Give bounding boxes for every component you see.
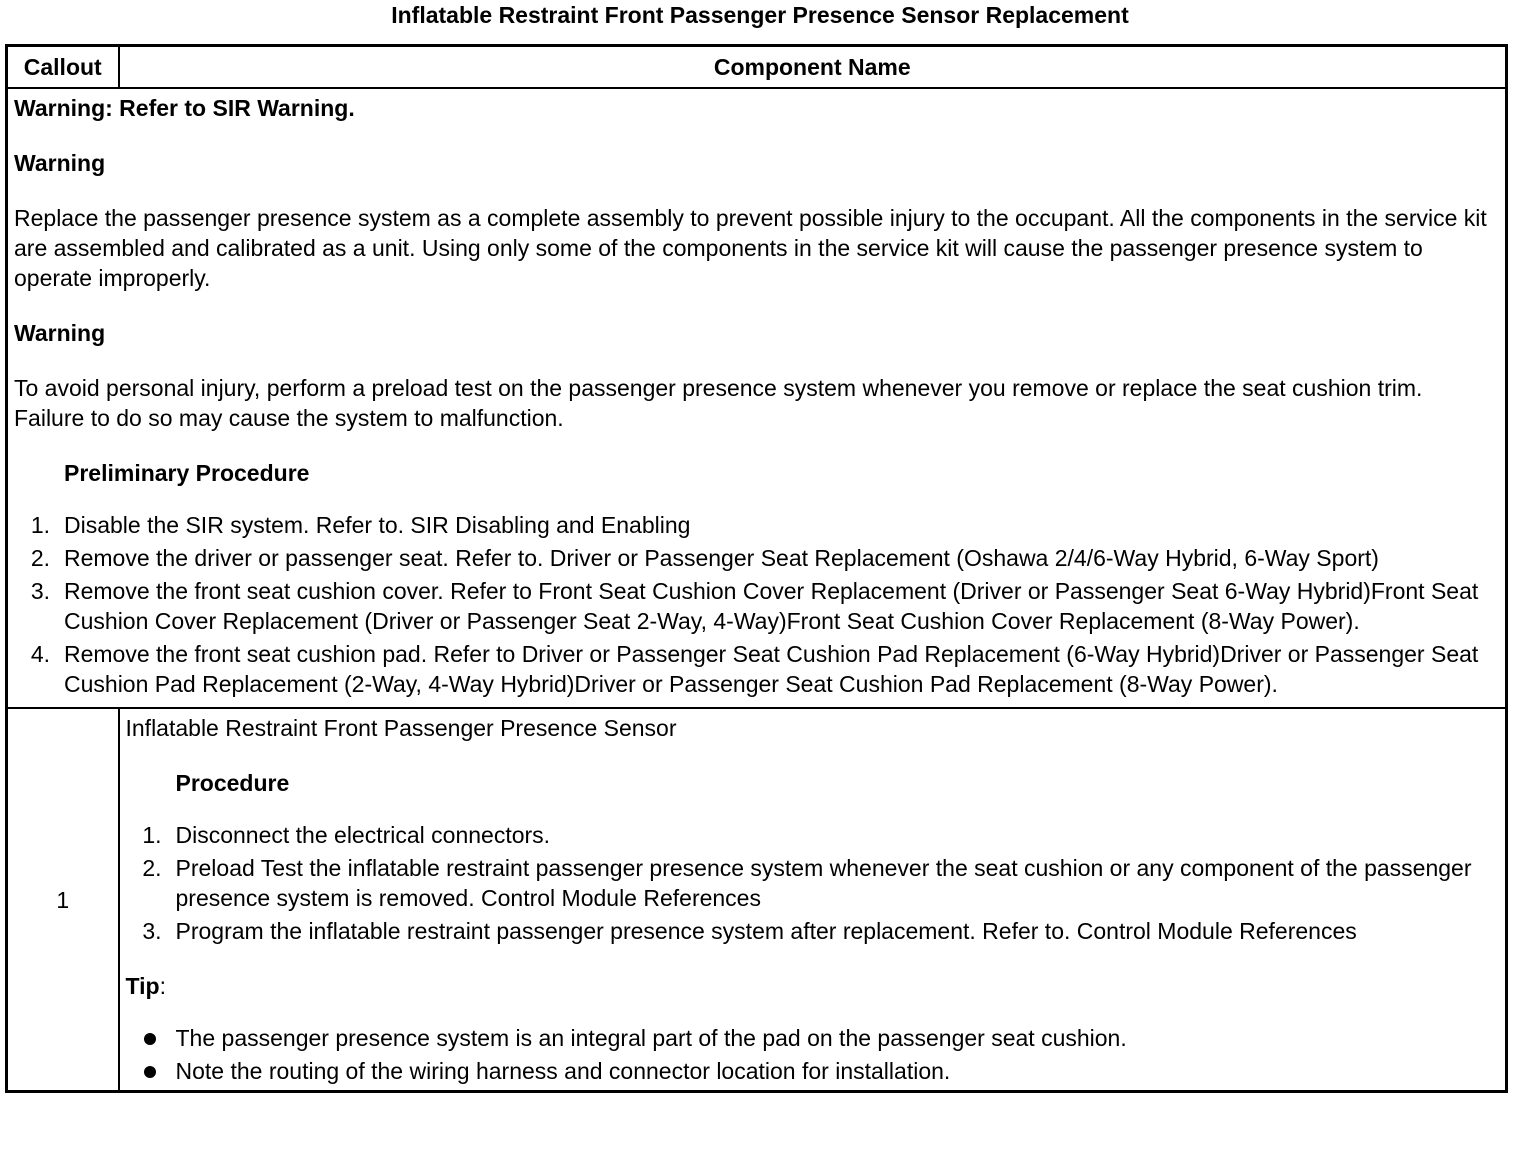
warning-text-1: Replace the passenger presence system as a complete assembly to prevent possible injury to the occupant. All the components in the service kit are assembled and calibrated as a unit. Using only some of the components in the service kit will cause the passenger presence system to operate improperly. <box>14 205 1487 291</box>
page-title: Inflatable Restraint Front Passenger Presence Sensor Replacement <box>391 2 1129 28</box>
tip-colon: : <box>159 973 166 999</box>
step-number: 1. <box>30 512 50 538</box>
step-text: Disconnect the electrical connectors. <box>175 822 551 848</box>
step-text: Disable the SIR system. Refer to. SIR Disabling and Enabling <box>64 512 691 538</box>
bullet-icon <box>144 1066 156 1078</box>
list-item <box>126 820 1500 850</box>
callout-number: 1 <box>7 708 119 1092</box>
list-item <box>126 1023 1500 1053</box>
preliminary-procedure-heading: Preliminary Procedure <box>64 460 310 486</box>
step-number: 2. <box>30 545 50 571</box>
tip-text: Note the routing of the wiring harness and connector location for installation. <box>175 1058 951 1084</box>
step-text: Remove the front seat cushion cover. Refer to Front Seat Cushion Cover Replacement (Driver or Passenger Seat 6-Way Hybrid)Front Seat Cushion Cover Replacement (Driver or Passenger Seat 2-Way, 4-Way)Front Seat Cushion Cover Replacement (8-Way Power). <box>64 578 1479 634</box>
tip-list <box>126 1023 1500 1086</box>
list-item <box>14 510 1499 540</box>
tip-label-line <box>126 971 1500 1001</box>
header-component-name: Component Name <box>119 46 1507 89</box>
step-text: Preload Test the inflatable restraint passenger presence system whenever the seat cushion or any component of the passenger presence system is removed. Control Module References <box>175 855 1472 911</box>
step-number: 3. <box>30 578 50 604</box>
preamble-cell <box>7 88 1507 708</box>
step-number: 4. <box>30 641 50 667</box>
tip-text: The passenger presence system is an integral part of the pad on the passenger seat cushion. <box>175 1025 1127 1051</box>
component-name: Inflatable Restraint Front Passenger Presence Sensor <box>125 715 677 741</box>
warning-heading-2: Warning <box>14 320 106 346</box>
preamble-row <box>7 88 1507 708</box>
procedure-heading: Procedure <box>175 770 290 796</box>
tip-label: Tip <box>125 973 160 999</box>
component-table <box>5 44 1508 1093</box>
step-number: 1. <box>142 822 162 848</box>
step-number: 3. <box>142 918 162 944</box>
table-row <box>7 708 1507 1092</box>
list-item <box>14 543 1499 573</box>
preliminary-steps <box>14 510 1499 699</box>
list-item <box>14 639 1499 699</box>
warning-text-2: To avoid personal injury, perform a preload test on the passenger presence system whenever you remove or replace the seat cushion trim. Failure to do so may cause the system to malfunction. <box>14 375 1423 431</box>
procedure-steps <box>126 820 1500 946</box>
bullet-icon <box>144 1033 156 1045</box>
header-callout: Callout <box>7 46 119 89</box>
list-item <box>14 576 1499 636</box>
table-header-row <box>7 46 1507 89</box>
list-item <box>126 916 1500 946</box>
warning-heading-1: Warning <box>14 150 106 176</box>
step-text: Remove the driver or passenger seat. Refer to. Driver or Passenger Seat Replacement (Oshawa 2/4/6-Way Hybrid, 6-Way Sport) <box>64 545 1379 571</box>
list-item <box>126 853 1500 913</box>
list-item <box>126 1056 1500 1086</box>
step-text: Program the inflatable restraint passenger presence system after replacement. Refer to. Control Module References <box>175 918 1357 944</box>
step-number: 2. <box>142 855 162 881</box>
component-cell <box>119 708 1507 1092</box>
sir-warning: Warning: Refer to SIR Warning. <box>14 95 355 121</box>
step-text: Remove the front seat cushion pad. Refer to Driver or Passenger Seat Cushion Pad Replacement (6-Way Hybrid)Driver or Passenger Seat Cushion Pad Replacement (2-Way, 4-Way Hybrid)Driver or Passenger Seat Cushion Pad Replacement (8-Way Power). <box>64 641 1479 697</box>
